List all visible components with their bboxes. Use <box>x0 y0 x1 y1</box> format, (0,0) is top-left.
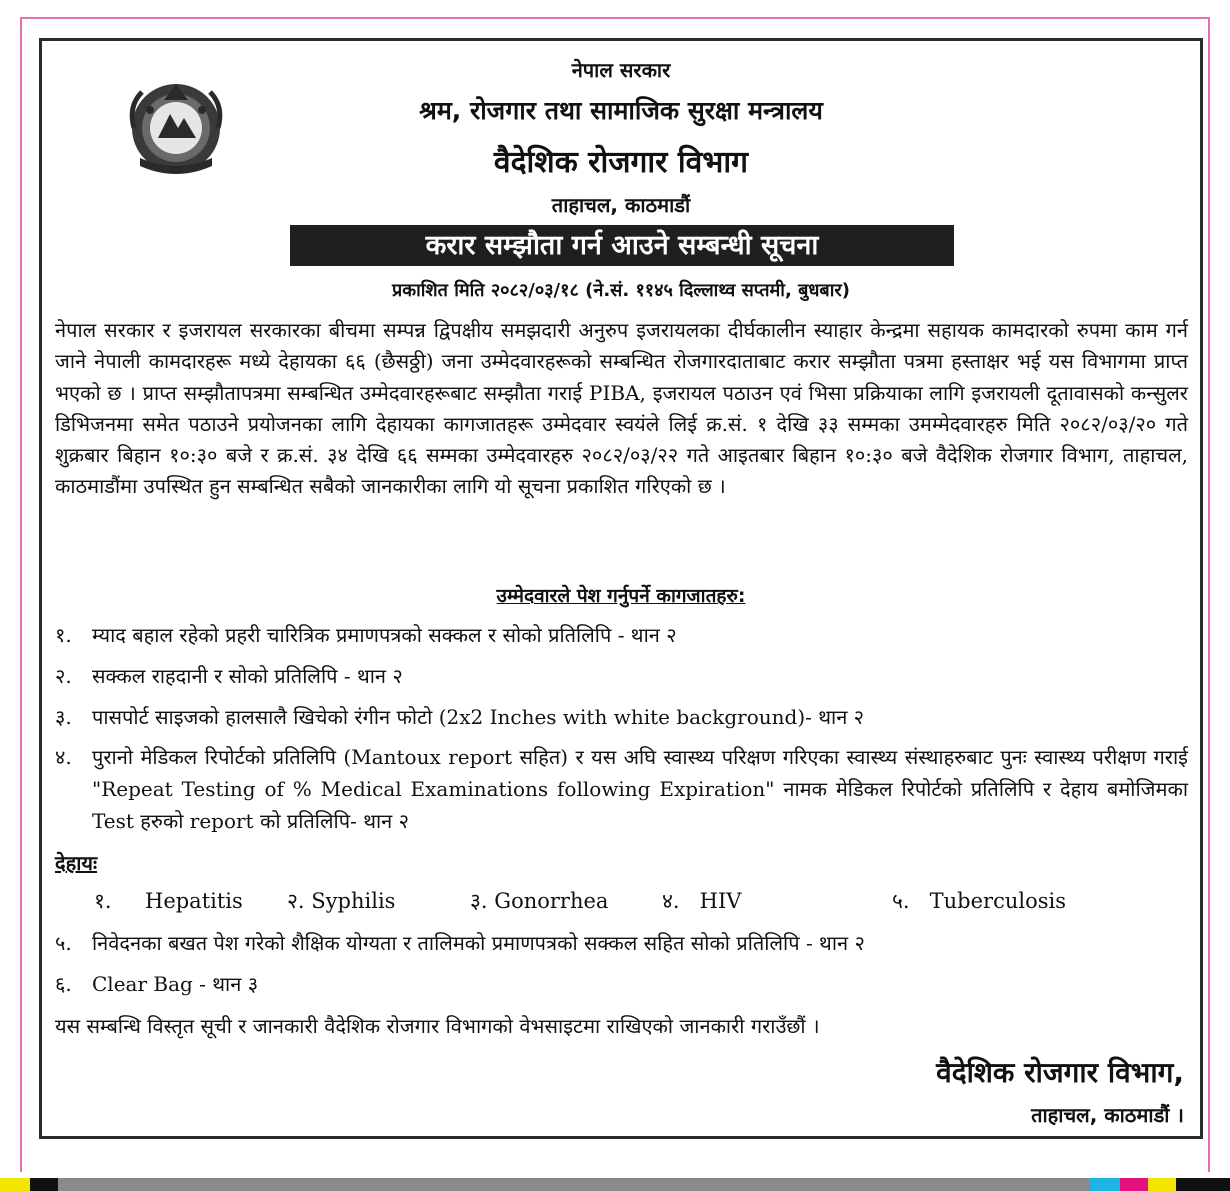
body-paragraph: नेपाल सरकार र इजरायल सरकारका बीचमा सम्पन्न द्विपक्षीय समझदारी अनुरुप इजरायलका दीर्घकालीन स्याहार केन्द्रमा सहायक कामदारको रुपमा काम गर्न जाने नेपाली कामदारहरू मध्ये देहायका ६६ (छैसठ्ठी) जना उम्मेदवारहरूको सम्बन्धित रोजगारदाताबाट करार सम्झौता पत्रमा हस्ताक्षर भई यस विभागमा प्राप्त भएको छ । प्राप्त सम्झौतापत्रमा सम्बन्धित उम्मेदवारहरूबाट सम्झौता गराई PIBA, इजरायल पठाउन एवं भिसा प्रक्रियाका लागि इजरायली दूतावासको कन्सुलर डिभिजनमा समेत पठाउने प्रयोजनका लागि देहायका कागजातहरू उम्मेदवार स्वयंले लिई क्र.सं. १ देखि ३३ सम्मका उमम्मेदवारहरु मिति २०८२/०३/२० गते शुक्रबार बिहान १०:३० बजे र क्र.सं. ३४ देखि ६६ सम्मका उम्मेदवारहरु २०८२/०३/२२ गते आइतबार बिहान १०:३० बजे वैदेशिक रोजगार विभाग, ताहाचल, काठमाडौंमा उपस्थित हुन सम्बन्धित सबैको जानकारीका लागि यो सूचना प्रकाशित गरिएको छ । <box>55 318 1188 499</box>
test-item <box>94 887 243 915</box>
document-number: ३. <box>55 705 72 729</box>
document-item <box>55 701 1188 733</box>
document-text: Clear Bag - थान ३ <box>92 972 259 996</box>
test-item <box>892 887 1066 915</box>
government-name: नेपाल सरकार <box>571 58 671 82</box>
test-name: Gonorrhea <box>494 889 609 913</box>
ministry-name: श्रम, रोजगार तथा सामाजिक सुरक्षा मन्त्रालय <box>419 96 823 125</box>
color-swatch <box>1090 1178 1120 1191</box>
test-number: ४. <box>662 889 680 913</box>
department-address: ताहाचल, काठमाडौं <box>551 193 691 217</box>
test-item <box>287 887 395 915</box>
color-swatch <box>58 1178 1090 1191</box>
document-item <box>55 927 1188 959</box>
color-swatch <box>0 1178 30 1191</box>
dehay-label: देहायः <box>55 851 98 875</box>
document-number: १. <box>55 623 72 647</box>
notice-frame <box>39 38 1203 1139</box>
crop-mark-top <box>20 17 1210 19</box>
color-swatch <box>1120 1178 1148 1191</box>
document-item <box>55 660 1188 692</box>
document-item <box>55 741 1188 837</box>
printer-color-bar <box>0 1178 1230 1191</box>
document-number: ६. <box>55 972 72 996</box>
document-number: ४. <box>55 745 72 769</box>
crop-mark-left <box>20 17 22 1172</box>
signature-address: ताहाचल, काठमाडौं । <box>1031 1103 1184 1127</box>
document-item <box>55 968 1188 1000</box>
test-name: Hepatitis <box>145 889 243 913</box>
test-name: Syphilis <box>311 889 396 913</box>
closing-line: यस सम्बन्धि विस्तृत सूची र जानकारी वैदेशिक रोजगार विभागको वेभसाइटमा राखिएको जानकारी गराउँछौं । <box>55 1014 820 1038</box>
document-text: पुरानो मेडिकल रिपोर्टको प्रतिलिपि (Mantoux report सहित) र यस अघि स्वास्थ्य परिक्षण गरिएका स्वास्थ्य संस्थाहरुबाट पुनः स्वास्थ्य परीक्षण गराई "Repeat Testing of % Medical Examinations following Expiration" नामक मेडिकल रिपोर्टको प्रतिलिपि र देहाय बमोजिमका Test हरुको report को प्रतिलिपि- थान २ <box>92 745 1188 833</box>
color-swatch <box>1148 1178 1176 1191</box>
department-name: वैदेशिक रोजगार विभाग <box>493 145 749 180</box>
documents-heading: उम्मेदवारले पेश गर्नुपर्ने कागजातहरु: <box>496 585 746 607</box>
test-number: ५. <box>892 889 910 913</box>
document-number: ५. <box>55 931 72 955</box>
test-name: Tuberculosis <box>929 889 1066 913</box>
published-date: प्रकाशित मिति २०८२/०३/१८ (ने.सं. ११४५ दिल्लाथ्व सप्तमी, बुधबार) <box>392 280 850 301</box>
document-text: सक्कल राहदानी र सोको प्रतिलिपि - थान २ <box>92 664 403 688</box>
test-number: २. <box>287 889 305 913</box>
document-number: २. <box>55 664 72 688</box>
document-text: म्याद बहाल रहेको प्रहरी चारित्रिक प्रमाणपत्रको सक्कल र सोको प्रतिलिपि - थान २ <box>92 623 677 647</box>
test-number: १. <box>94 889 112 913</box>
document-text: पासपोर्ट साइजको हालसालै खिचेको रंगीन फोटो (2x2 Inches with white background)- थान २ <box>92 705 865 729</box>
signature-department: वैदेशिक रोजगार विभाग, <box>936 1056 1184 1089</box>
test-item <box>662 887 741 915</box>
notice-title: करार सम्झौता गर्न आउने सम्बन्धी सूचना <box>290 225 954 266</box>
document-item <box>55 619 1188 651</box>
crop-mark-right <box>1208 17 1210 1172</box>
test-number: ३. <box>470 889 488 913</box>
color-swatch <box>30 1178 58 1191</box>
color-swatch <box>1176 1178 1230 1191</box>
document-text: निवेदनका बखत पेश गरेको शैक्षिक योग्यता र तालिमको प्रमाणपत्रको सक्कल सहित सोको प्रतिलिपि - थान २ <box>92 931 865 955</box>
test-name: HIV <box>699 889 742 913</box>
test-item <box>470 887 608 915</box>
